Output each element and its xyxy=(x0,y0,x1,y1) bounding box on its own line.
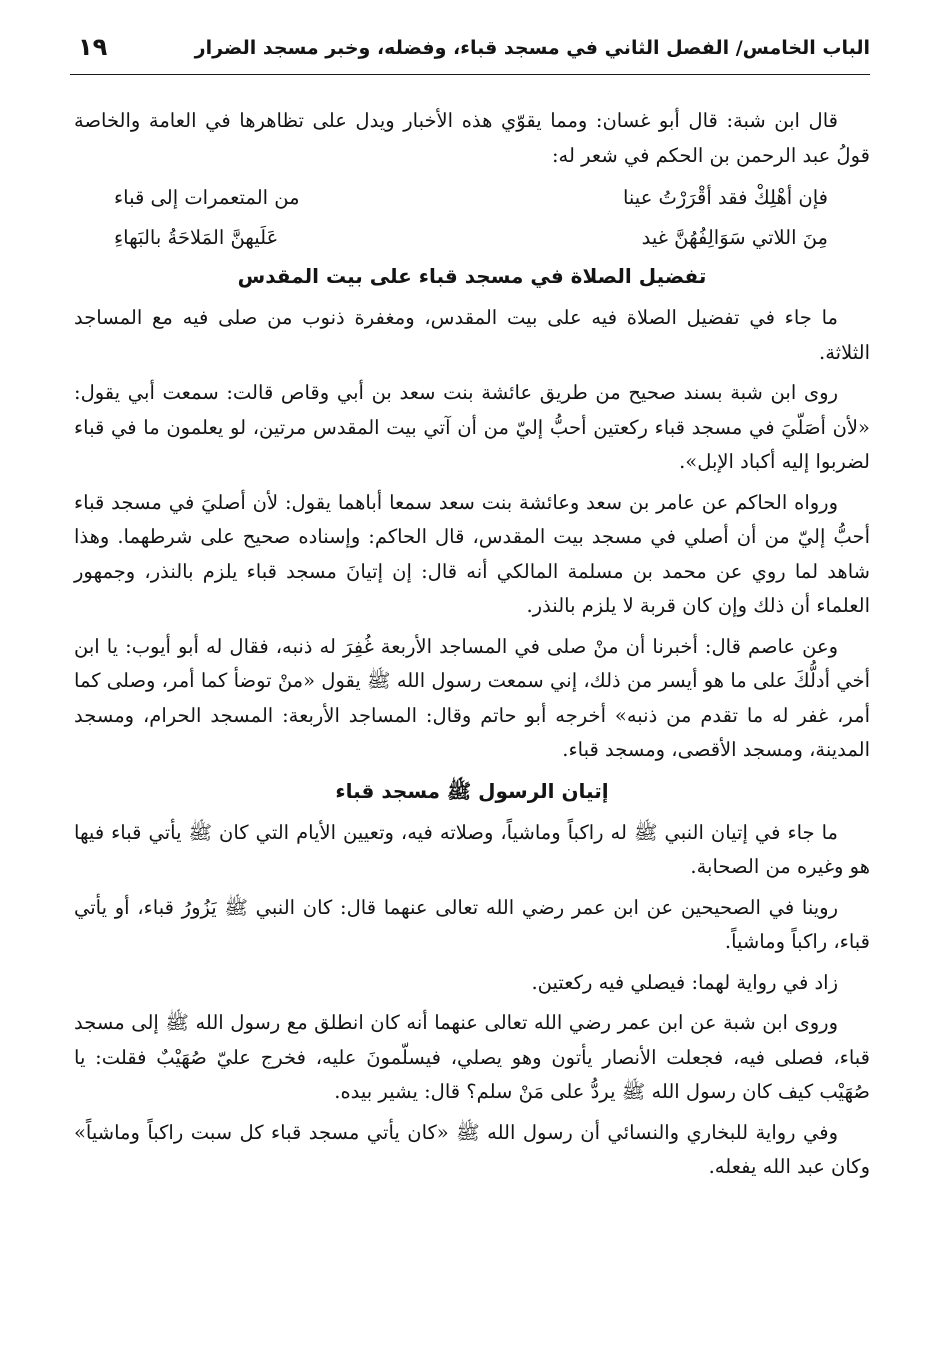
paragraph: زاد في رواية لهما: فيصلي فيه ركعتين. xyxy=(531,970,838,994)
page-body xyxy=(74,104,870,1191)
poem-verse xyxy=(74,219,870,257)
verse-first-hemistich: فإن أهْلِكْ فقد أقْرَرْتُ عينا xyxy=(622,186,828,209)
verse-first-hemistich: مِنَ اللاتي سَوَالِفُهُنَّ غيد xyxy=(641,226,828,249)
paragraph: روينا في الصحيحين عن ابن عمر رضي الله تعالى عنهما قال: كان النبي ﷺ يَزُورُ قباء، أو يأتي قباء، راكباً وماشياً. xyxy=(74,895,870,953)
intro-paragraph: قال ابن شبة: قال أبو غسان: ومما يقوّي هذه الأخبار ويدل على تظاهرها في العامة والخاصة قولُ عبد الرحمن بن الحكم في شعر له: xyxy=(74,109,870,167)
running-header xyxy=(70,33,870,75)
page-number: ١٩ xyxy=(78,33,108,61)
paragraph: ورواه الحاكم عن عامر بن سعد وعائشة بنت سعد سمعا أباهما يقول: لأن أصليَ في مسجد قباء أحبُّ إليّ من أن أصلي في مسجد بيت المقدس، قال الحاكم: وإسناده صحيح على شرطهما. وهذا شاهد لما روي عن محمد بن مسلمة المالكي أنه قال: إن إتيانَ مسجد قباء يلزم بالنذر، وجمهور العلماء أن ذلك وإن كان قربة لا يلزم بالنذر. xyxy=(74,490,870,617)
section-heading: تفضيل الصلاة في مسجد قباء على بيت المقدس xyxy=(237,264,707,288)
paragraph: وعن عاصم قال: أخبرنا أن منْ صلى في المساجد الأربعة غُفِرَ له ذنبه، فقال له أبو أيوب: يا ابن أخي أدلُّكَ على ما هو أيسر من ذلك، إني سمعت رسول الله ﷺ يقول «منْ توضأ كما أمر، وصلى كما أمر، غفر له ما تقدم من ذنبه» أخرجه أبو حاتم وقال: المساجد الأربعة: المسجد الحرام، ومسجد المدينة، ومسجد الأقصى، ومسجد قباء. xyxy=(74,634,870,761)
chapter-title: الباب الخامس/ الفصل الثاني في مسجد قباء، وفضله، وخبر مسجد الضرار xyxy=(194,37,870,59)
header-rule xyxy=(70,74,870,75)
paragraph: وفي رواية للبخاري والنسائي أن رسول الله ﷺ «كان يأتي مسجد قباء كل سبت راكباً وماشياً» وكان عبد الله يفعله. xyxy=(74,1120,870,1178)
paragraph: روى ابن شبة بسند صحيح من طريق عائشة بنت سعد بن أبي وقاص قالت: سمعت أبي يقول: «لأن أصَلّيَ في مسجد قباء ركعتين أحبُّ إليّ من أن آتي بيت المقدس مرتين، لو يعلمون ما في قباء لضربوا إليه أكباد الإبل». xyxy=(74,381,870,473)
paragraph: ما جاء في تفضيل الصلاة فيه على بيت المقدس، ومغفرة ذنوب من صلى فيه مع المساجد الثلاثة. xyxy=(74,306,870,364)
section-heading: إتيان الرسول ﷺ مسجد قباء xyxy=(335,778,609,803)
poem-verse xyxy=(74,179,870,217)
verse-second-hemistich: عَلَيهنَّ المَلاحَةُ بالبَهاءِ xyxy=(114,226,279,249)
verse-second-hemistich: من المتعمرات إلى قباء xyxy=(114,186,300,209)
paragraph: وروى ابن شبة عن ابن عمر رضي الله تعالى عنهما أنه كان انطلق مع رسول الله ﷺ إلى مسجد قباء، فصلى فيه، فجعلت الأنصار يأتون وهو يصلي، فيسلّمونَ عليه، فخرج عليّ صُهَيْبٌ فقلت: يا صُهَيْب كيف كان رسول الله ﷺ يردُّ على مَنْ سلم؟ قال: يشير بيده. xyxy=(74,1011,870,1103)
paragraph: ما جاء في إتيان النبي ﷺ له راكباً وماشياً، وصلاته فيه، وتعيين الأيام التي كان ﷺ يأتي قباء فيها هو وغيره من الصحابة. xyxy=(74,820,870,878)
